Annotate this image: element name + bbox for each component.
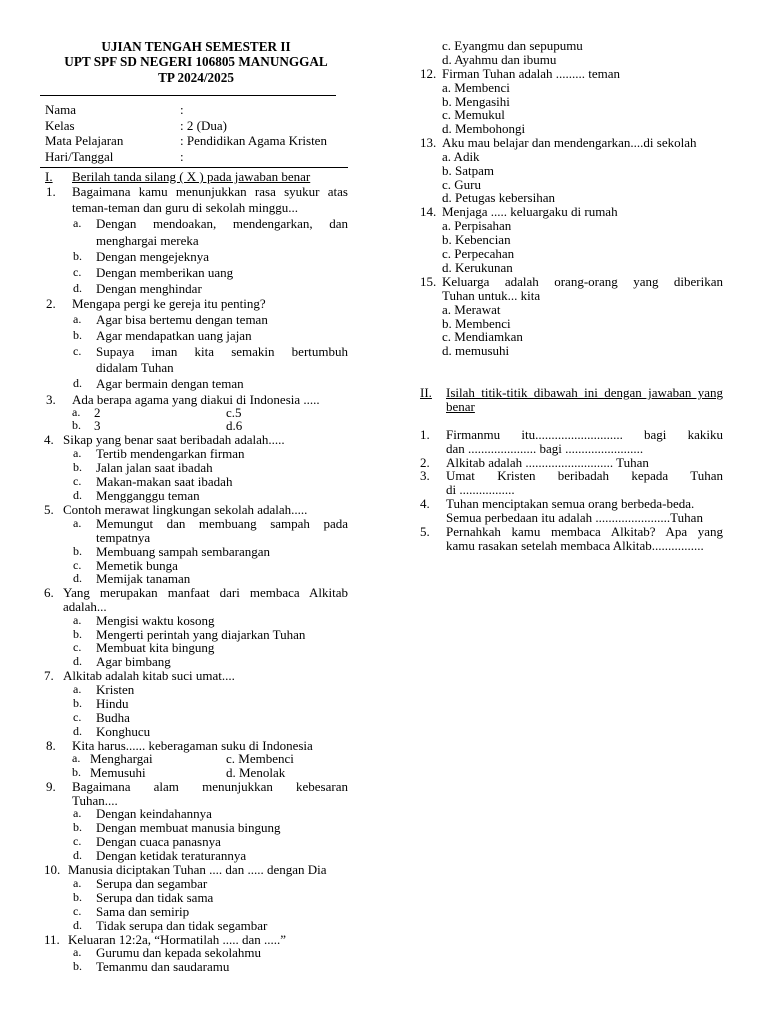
essay-5: Pernahkah kamu membaca Alkitab? Apa yang (446, 524, 723, 539)
q3-option-a[interactable]: 2 (94, 405, 101, 420)
section-2-num: II. (420, 385, 432, 400)
essay-1-number: 1. (420, 427, 430, 442)
exam-header (40, 39, 352, 85)
q1-option-b-letter: b. (73, 249, 82, 263)
q12-option-b[interactable]: b. Mengasihi (442, 94, 510, 109)
q1-option-a-letter: a. (73, 216, 82, 230)
q10-option-b[interactable]: Serupa dan tidak sama (96, 890, 214, 905)
q7-number: 7. (44, 668, 54, 683)
header-divider (40, 95, 336, 96)
q11-a-letter: a. (73, 945, 82, 959)
q9-d-letter: d. (73, 848, 82, 862)
q5-stem: Contoh merawat lingkungan sekolah adalah..... (63, 502, 308, 517)
student-info (45, 102, 348, 165)
q13-option-c[interactable]: c. Guru (442, 177, 481, 192)
q8-option-c[interactable]: c. Membenci (226, 751, 294, 766)
q10-option-a[interactable]: Serupa dan segambar (96, 876, 208, 891)
q7-option-b[interactable]: Hindu (96, 696, 129, 711)
q14-stem: Menjaga ..... keluargaku di rumah (442, 204, 618, 219)
q4-number: 4. (44, 432, 54, 447)
q8-a-letter: a. (72, 751, 81, 765)
q8-number: 8. (46, 738, 56, 753)
q6-option-b[interactable]: Mengerti perintah yang diajarkan Tuhan (96, 627, 306, 642)
q6-c-letter: c. (73, 640, 82, 654)
q4-option-a[interactable]: Tertib mendengarkan firman (96, 446, 245, 461)
essay-3: Umat Kristen beribadah kepada Tuhan (446, 468, 723, 483)
q2-a-letter: a. (73, 312, 82, 326)
q14-number: 14. (420, 204, 437, 219)
q1-stem: Bagaimana kamu menunjukkan rasa syukur atas (72, 184, 348, 199)
q5-a-letter: a. (73, 516, 82, 530)
q9-option-b[interactable]: Dengan membuat manusia bingung (96, 820, 281, 835)
q13-number: 13. (420, 135, 437, 150)
q7-b-letter: b. (73, 696, 82, 710)
q8-option-a[interactable]: Menghargai (90, 751, 153, 766)
q3-a-letter: a. (72, 405, 81, 419)
essay-1: Firmanmu itu........................... bagi kakiku (446, 427, 723, 442)
q1-option-a[interactable]: Dengan mendoakan, mendengarkan, dan (96, 216, 348, 231)
essay-5-number: 5. (420, 524, 430, 539)
q2-option-c-cont: didalam Tuhan (96, 360, 174, 375)
q3-option-c[interactable]: c.5 (226, 405, 242, 420)
q12-option-a[interactable]: a. Membenci (442, 80, 510, 95)
essay-4-number: 4. (420, 496, 430, 511)
q2-c-letter: c. (73, 344, 82, 358)
q7-d-letter: d. (73, 724, 82, 738)
q9-number: 9. (46, 779, 56, 794)
q9-option-d[interactable]: Dengan ketidak teraturannya (96, 848, 247, 863)
q11-option-b[interactable]: Temanmu dan saudaramu (96, 959, 230, 974)
essay-3-number: 3. (420, 468, 430, 483)
q13-stem: Aku mau belajar dan mendengarkan....di sekolah (442, 135, 697, 150)
q11-b-letter: b. (73, 959, 82, 973)
q8-option-b[interactable]: Memusuhi (90, 765, 146, 780)
q5-d-letter: d. (73, 571, 82, 585)
essay-2: Alkitab adalah ........................... Tuhan (446, 455, 649, 470)
q7-option-a[interactable]: Kristen (96, 682, 135, 697)
q4-option-d[interactable]: Mengganggu teman (96, 488, 200, 503)
q4-c-letter: c. (73, 474, 82, 488)
q7-stem: Alkitab adalah kitab suci umat.... (63, 668, 235, 683)
q14-option-d[interactable]: d. Kerukunan (442, 260, 513, 275)
q14-option-b[interactable]: b. Kebencian (442, 232, 511, 247)
q11-option-c[interactable]: c. Eyangmu dan sepupumu (442, 38, 583, 53)
q6-number: 6. (44, 585, 54, 600)
q5-option-a[interactable]: Memungut dan membuang sampah pada (96, 516, 348, 531)
q6-a-letter: a. (73, 613, 82, 627)
q6-d-letter: d. (73, 654, 82, 668)
q11-option-d[interactable]: d. Ayahmu dan ibumu (442, 52, 557, 67)
q15-stem: Keluarga adalah orang-orang yang diberikan (442, 274, 723, 289)
q10-c-letter: c. (73, 904, 82, 918)
q14-option-c[interactable]: c. Perpecahan (442, 246, 515, 261)
q12-option-d[interactable]: d. Membohongi (442, 121, 526, 136)
q13-option-d[interactable]: d. Petugas kebersihan (442, 190, 556, 205)
essay-2-number: 2. (420, 455, 430, 470)
q6-option-a[interactable]: Mengisi waktu kosong (96, 613, 215, 628)
q9-c-letter: c. (73, 834, 82, 848)
header-title: UJIAN TENGAH SEMESTER II (101, 39, 291, 54)
q15-option-b[interactable]: b. Membenci (442, 316, 511, 331)
q5-c-letter: c. (73, 558, 82, 572)
q4-option-c[interactable]: Makan-makan saat ibadah (96, 474, 233, 489)
q7-option-d[interactable]: Konghucu (96, 724, 151, 739)
q5-number: 5. (44, 502, 54, 517)
q10-b-letter: b. (73, 890, 82, 904)
header-year: TP 2024/2025 (158, 69, 234, 85)
q5-b-letter: b. (73, 544, 82, 558)
header-school: UPT SPF SD NEGERI 106805 MANUNGGAL (64, 54, 328, 70)
q7-a-letter: a. (73, 682, 82, 696)
q10-number: 10. (44, 862, 61, 877)
q12-option-c[interactable]: c. Memukul (442, 107, 505, 122)
q2-number: 2. (46, 296, 56, 311)
q4-b-letter: b. (73, 460, 82, 474)
section-2-title: Isilah titik-titik dibawah ini dengan jawaban yang (446, 385, 723, 400)
q8-b-letter: b. (72, 765, 81, 779)
q1-option-d[interactable]: Dengan menghindar (96, 281, 202, 296)
q14-option-a[interactable]: a. Perpisahan (442, 218, 512, 233)
q2-option-a[interactable]: Agar bisa bertemu dengan teman (96, 312, 268, 327)
q5-option-b[interactable]: Membuang sampah sembarangan (96, 544, 271, 559)
q7-option-c[interactable]: Budha (96, 710, 130, 725)
q1-option-d-letter: d. (73, 281, 82, 295)
q2-stem: Mengapa pergi ke gereja itu penting? (72, 296, 266, 311)
q3-option-b[interactable]: 3 (94, 418, 101, 433)
q7-c-letter: c. (73, 710, 82, 724)
info-divider (40, 167, 348, 168)
q11-option-a[interactable]: Gurumu dan kepada sekolahmu (96, 945, 261, 960)
q15-option-a[interactable]: a. Merawat (442, 302, 501, 317)
section-1-title: Berilah tanda silang ( X ) pada jawaban benar (72, 169, 311, 184)
essay-5-cont: kamu rasakan setelah membaca Alkitab................ (446, 538, 704, 553)
q2-option-d[interactable]: Agar bermain dengan teman (96, 376, 244, 391)
q10-a-letter: a. (73, 876, 82, 890)
q4-d-letter: d. (73, 488, 82, 502)
q9-stem-cont: Tuhan.... (72, 793, 118, 808)
q9-option-a[interactable]: Dengan keindahannya (96, 806, 212, 821)
q5-option-d[interactable]: Memijak tanaman (96, 571, 191, 586)
essay-4: Tuhan menciptakan semua orang berbeda-beda. (446, 496, 695, 511)
essay-3-cont: di ................. (446, 482, 515, 497)
q1-option-a-cont: menghargai mereka (96, 233, 199, 248)
essay-1-cont: dan ..................... bagi ........................ (446, 441, 644, 456)
q3-b-letter: b. (72, 418, 81, 432)
q4-stem: Sikap yang benar saat beribadah adalah..... (63, 432, 285, 447)
q8-stem: Kita harus...... keberagaman suku di Indonesia (72, 738, 313, 753)
q5-option-a-cont: tempatnya (96, 530, 151, 545)
q13-option-a[interactable]: a. Adik (442, 149, 480, 164)
q2-option-c[interactable]: Supaya iman kita semakin bertumbuh (96, 344, 348, 359)
essay-4-cont: Semua perbedaan itu adalah .......................Tuhan (446, 510, 703, 525)
q9-option-c[interactable]: Dengan cuaca panasnya (96, 834, 221, 849)
q5-option-c[interactable]: Memetik bunga (96, 558, 178, 573)
q1-number: 1. (46, 184, 56, 199)
info-row-kelas: Kelas : 2 (Dua) (45, 117, 227, 133)
q6-stem-cont: adalah... (63, 599, 107, 614)
q9-a-letter: a. (73, 806, 82, 820)
q3-stem: Ada berapa agama yang diakui di Indonesia ..... (72, 392, 320, 407)
q4-option-b[interactable]: Jalan jalan saat ibadah (96, 460, 213, 475)
q15-option-d[interactable]: d. memusuhi (442, 343, 510, 358)
info-row-tanggal: Hari/Tanggal : (45, 149, 184, 165)
q13-option-b[interactable]: b. Satpam (442, 163, 494, 178)
q11-stem: Keluaran 12:2a, “Hormatilah ..... dan .....” (68, 932, 287, 947)
q10-d-letter: d. (73, 918, 82, 932)
q1-option-c-letter: c. (73, 265, 82, 279)
q1-option-c[interactable]: Dengan memberikan uang (96, 265, 234, 280)
q10-stem: Manusia diciptakan Tuhan .... dan ..... dengan Dia (68, 862, 327, 877)
info-row-nama: Nama : (45, 102, 184, 117)
q10-option-d[interactable]: Tidak serupa dan tidak segambar (96, 918, 268, 933)
q2-b-letter: b. (73, 328, 82, 342)
q4-a-letter: a. (73, 446, 82, 460)
q10-option-c[interactable]: Sama dan semirip (96, 904, 190, 919)
q6-option-c[interactable]: Membuat kita bingung (96, 640, 215, 655)
q11-number: 11. (44, 932, 60, 947)
q15-stem-cont: Tuhan untuk... kita (442, 288, 541, 303)
q8-option-d[interactable]: d. Menolak (226, 765, 286, 780)
q2-d-letter: d. (73, 376, 82, 390)
q1-stem-cont: teman-teman dan guru di sekolah minggu... (72, 200, 299, 215)
q6-stem: Yang merupakan manfaat dari membaca Alkitab (63, 585, 348, 600)
q2-option-b[interactable]: Agar mendapatkan uang jajan (96, 328, 252, 343)
q15-number: 15. (420, 274, 437, 289)
q12-number: 12. (420, 66, 437, 81)
section-1-num: I. (45, 169, 53, 184)
q3-option-d[interactable]: d.6 (226, 418, 243, 433)
q9-b-letter: b. (73, 820, 82, 834)
q15-option-c[interactable]: c. Mendiamkan (442, 329, 523, 344)
q3-number: 3. (46, 392, 56, 407)
q1-option-b[interactable]: Dengan mengejeknya (96, 249, 209, 264)
q9-stem: Bagaimana alam menunjukkan kebesaran (72, 779, 348, 794)
q6-b-letter: b. (73, 627, 82, 641)
section-2-title-cont: benar (446, 399, 475, 414)
info-row-mapel: Mata Pelajaran : Pendidikan Agama Kristen (45, 133, 327, 149)
q6-option-d[interactable]: Agar bimbang (96, 654, 171, 669)
q12-stem: Firman Tuhan adalah ......... teman (442, 66, 621, 81)
